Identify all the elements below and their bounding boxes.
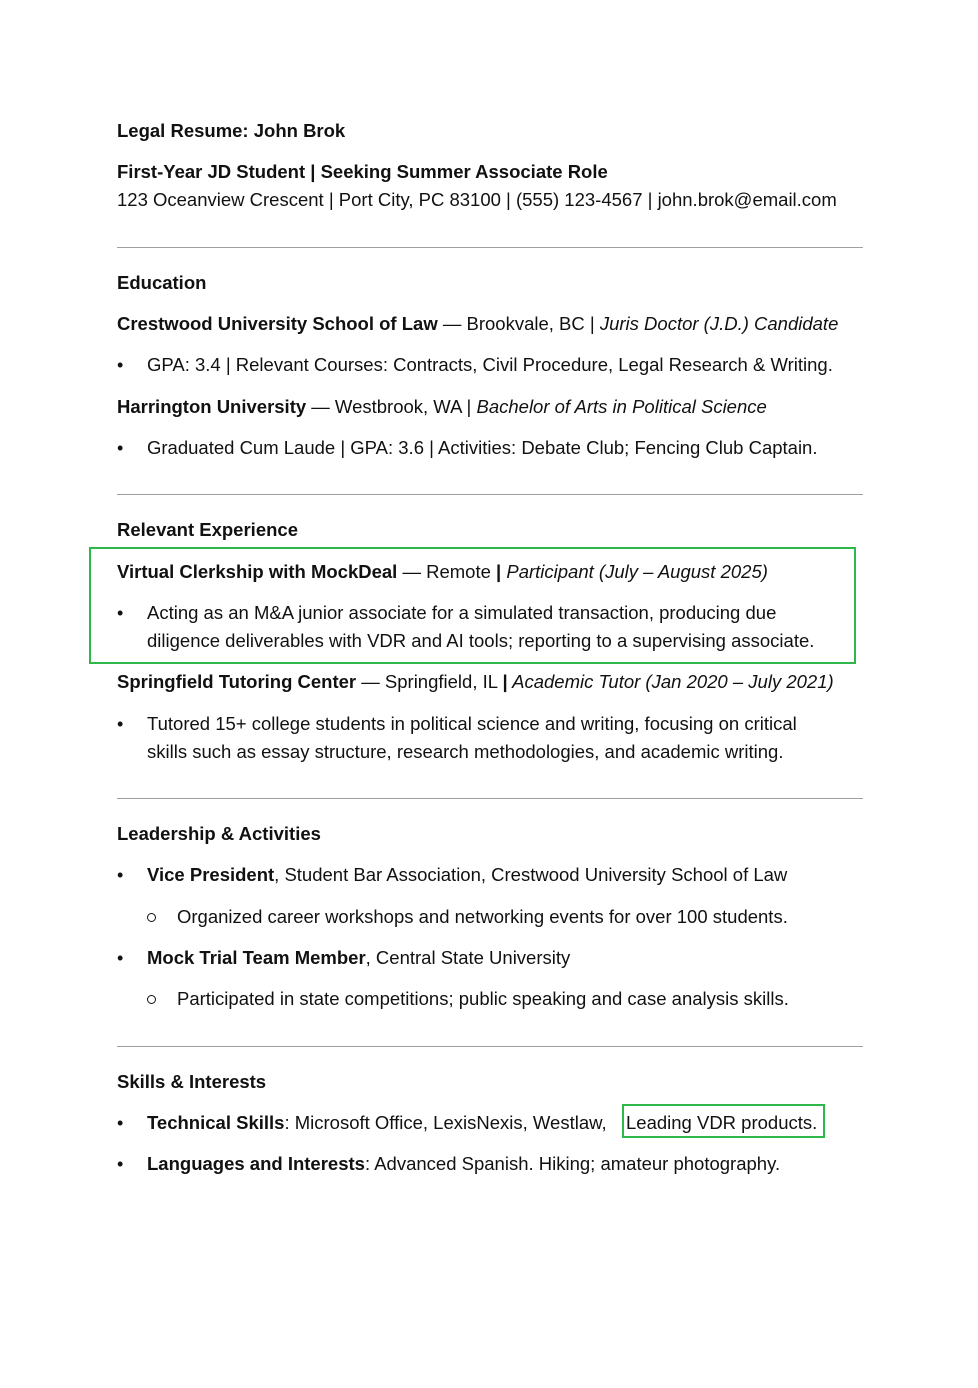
- circle-bullet-icon: [147, 913, 156, 922]
- education-detail: GPA: 3.4 | Relevant Courses: Contracts, Civil Procedure, Legal Research & Writing.: [147, 354, 833, 375]
- section-divider: [117, 494, 863, 495]
- bullet-icon: •: [117, 355, 124, 375]
- bullet-icon: •: [117, 865, 124, 885]
- experience-detail: Tutored 15+ college students in political science and writing, focusing on critical: [147, 713, 797, 734]
- technical-skills: [147, 1111, 607, 1135]
- document-title: Legal Resume: John Brok: [117, 120, 346, 141]
- skills-heading: Skills & Interests: [117, 1071, 267, 1092]
- leadership-subitem: Participated in state competitions; public speaking and case analysis skills.: [177, 988, 789, 1009]
- school-location: — Westbrook, WA |: [306, 396, 477, 417]
- bullet-icon: •: [117, 603, 124, 623]
- leadership-detail: , Central State University: [365, 947, 571, 968]
- experience-detail: diligence deliverables with VDR and AI tools; reporting to a supervising associate.: [147, 630, 815, 651]
- org-location: — Springfield, IL: [356, 671, 503, 692]
- role: Participant (July – August 2025): [501, 561, 768, 582]
- org-name: Virtual Clerkship with MockDeal: [117, 561, 398, 582]
- role: Academic Tutor (Jan 2020 – July 2021): [507, 671, 834, 692]
- languages-label: Languages and Interests: [147, 1153, 365, 1174]
- headline: First-Year JD Student | Seeking Summer Associate Role: [117, 161, 608, 182]
- leadership-subitem: Organized career workshops and networking events for over 100 students.: [177, 906, 788, 927]
- highlighted-skill: Leading VDR products.: [626, 1112, 818, 1133]
- school-location: — Brookvale, BC |: [437, 313, 600, 334]
- bullet-icon: •: [117, 1154, 124, 1174]
- leadership-item: [147, 946, 570, 970]
- skills-list: : Microsoft Office, LexisNexis, Westlaw,: [284, 1112, 607, 1133]
- education-entry: [117, 395, 767, 419]
- bullet-icon: •: [117, 1113, 124, 1133]
- separator: |: [496, 561, 502, 582]
- languages-interests: [147, 1152, 780, 1176]
- bullet-icon: •: [117, 438, 124, 458]
- section-divider: [117, 798, 863, 799]
- leadership-item: [147, 863, 787, 887]
- degree: Bachelor of Arts in Political Science: [476, 396, 767, 417]
- contact-info: 123 Oceanview Crescent | Port City, PC 83100 | (555) 123-4567 | john.brok@email.com: [117, 189, 837, 210]
- school-name: Harrington University: [117, 396, 307, 417]
- separator: |: [502, 671, 508, 692]
- section-divider: [117, 1046, 863, 1047]
- languages-list: : Advanced Spanish. Hiking; amateur photography.: [364, 1153, 781, 1174]
- leadership-detail: , Student Bar Association, Crestwood University School of Law: [274, 864, 788, 885]
- leadership-title: Mock Trial Team Member: [147, 947, 366, 968]
- org-location: — Remote: [397, 561, 497, 582]
- school-name: Crestwood University School of Law: [117, 313, 438, 334]
- degree: Juris Doctor (J.D.) Candidate: [599, 313, 839, 334]
- section-divider: [117, 247, 863, 248]
- bullet-icon: •: [117, 714, 124, 734]
- org-name: Springfield Tutoring Center: [117, 671, 357, 692]
- education-heading: Education: [117, 272, 207, 293]
- experience-entry: [117, 670, 834, 694]
- circle-bullet-icon: [147, 995, 156, 1004]
- experience-detail: Acting as an M&A junior associate for a simulated transaction, producing due: [147, 602, 777, 623]
- experience-detail: skills such as essay structure, research methodologies, and academic writing.: [147, 741, 784, 762]
- skills-label: Technical Skills: [147, 1112, 285, 1133]
- education-detail: Graduated Cum Laude | GPA: 3.6 | Activities: Debate Club; Fencing Club Captain.: [147, 437, 818, 458]
- bullet-icon: •: [117, 948, 124, 968]
- leadership-heading: Leadership & Activities: [117, 823, 321, 844]
- experience-entry: [117, 560, 768, 584]
- leadership-title: Vice President: [147, 864, 275, 885]
- experience-heading: Relevant Experience: [117, 519, 298, 540]
- education-entry: [117, 312, 838, 336]
